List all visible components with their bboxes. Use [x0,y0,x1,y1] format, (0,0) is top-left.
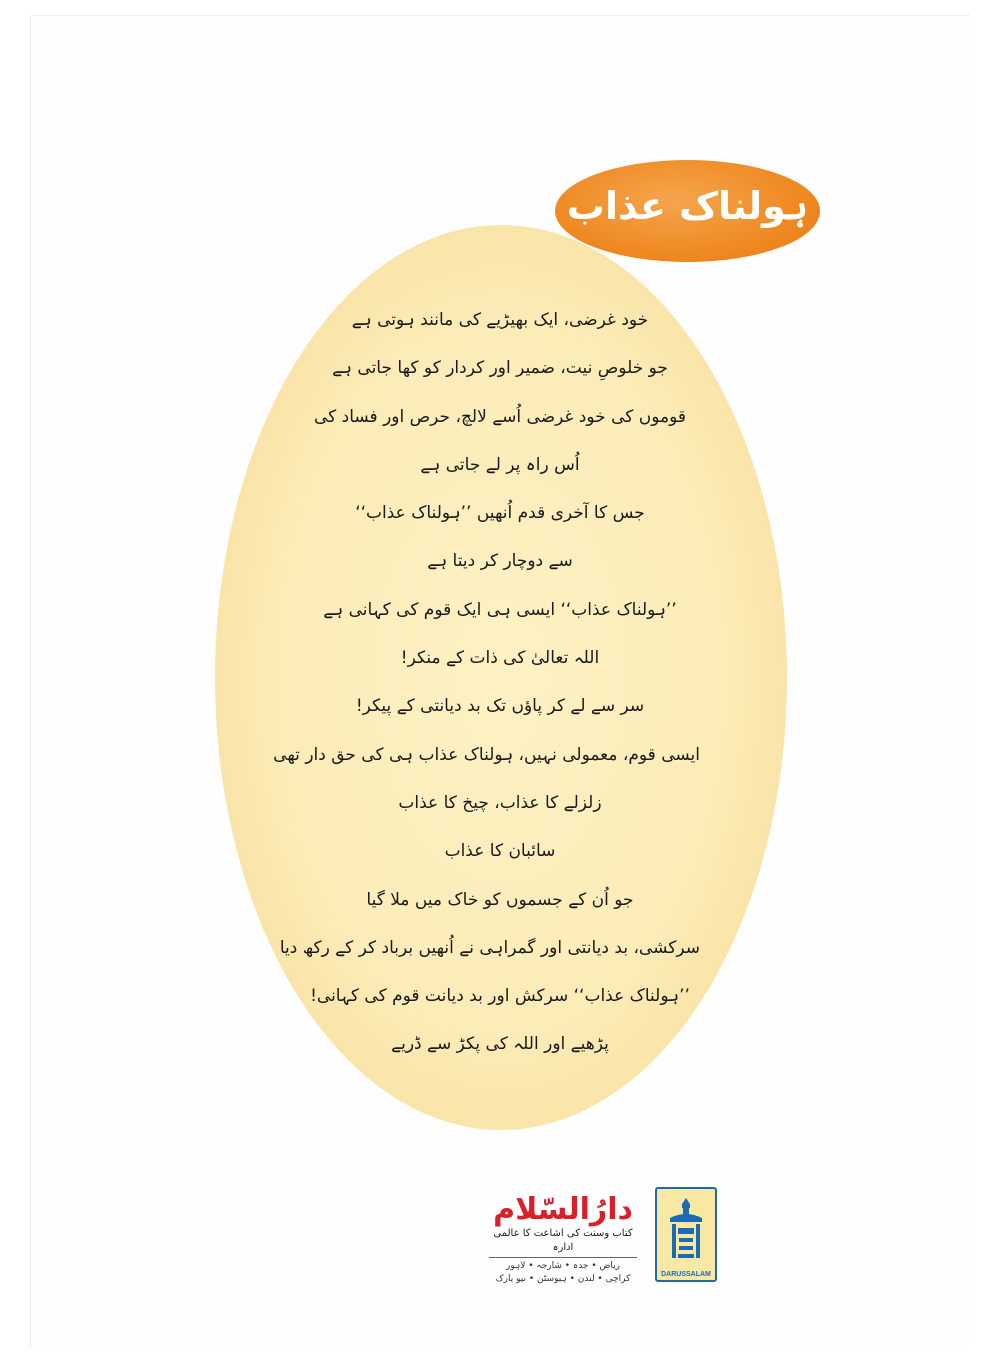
publisher-badge [655,1187,717,1282]
title-banner [555,160,820,262]
poem-line: سے دوچار کر دیتا ہے [427,551,573,572]
title-text: ہولناک عذاب [566,184,809,228]
poem-line: اُس راہ پر لے جاتی ہے [420,454,580,475]
poem-line: خود غرضی، ایک بھیڑیے کی مانند ہوتی ہے [351,310,649,330]
publisher-cities-line-2: کراچی • لندن • ہیوسٹن • نیو یارک [495,1274,631,1284]
mosque-book-emblem-icon [662,1194,710,1264]
poem-line: زلزلے کا عذاب، چیخ کا عذاب [398,792,602,813]
poem-line: قوموں کی خود غرضی اُسے لالچ، حرص اور فساد کی [313,406,687,427]
poem-line: جس کا آخری قدم اُنھیں ’’ہولناک عذاب‘‘ [355,503,645,524]
poem-line: ’’ہولناک عذاب‘‘ سرکش اور بد دیانت قوم کی کہانی! [310,986,690,1007]
badge-label: DARUSSALAM [661,1271,711,1278]
poem-text-block [273,296,700,1069]
poem-line: جو اُن کے جسموں کو خاک میں ملا گیا [366,889,634,910]
poem-line: سر سے لے کر پاؤں تک بد دیانتی کے پیکر! [355,696,645,717]
publisher-name: دارُالسّلام [493,1192,633,1227]
poem-line: ’’ہولناک عذاب‘‘ ایسی ہی ایک قوم کی کہانی ہے [323,599,677,620]
publisher-logo-text [483,1193,643,1284]
poem-line: سائبان کا عذاب [444,841,556,862]
poem-line: ایسی قوم، معمولی نہیں، ہولناک عذاب ہی کی حق دار تھی [273,744,700,765]
poem-line: پڑھیے اور اللہ کی پکڑ سے ڈریے [391,1034,609,1055]
publisher-cities-line-1: ریاض • جدہ • شارجہ • لاہور [506,1261,620,1271]
publisher-tagline: کتاب وسنت کی اشاعت کا عالمی ادارہ [489,1227,637,1258]
poem-line: اللہ تعالیٰ کی ذات کے منکر! [400,648,600,669]
poem-line: جو خلوصِ نیت، ضمیر اور کردار کو کھا جاتی ہے [332,358,668,379]
poem-line: سرکشی، بد دیانتی اور گمراہی نے اُنھیں برباد کر کے رکھ دیا [279,937,700,958]
